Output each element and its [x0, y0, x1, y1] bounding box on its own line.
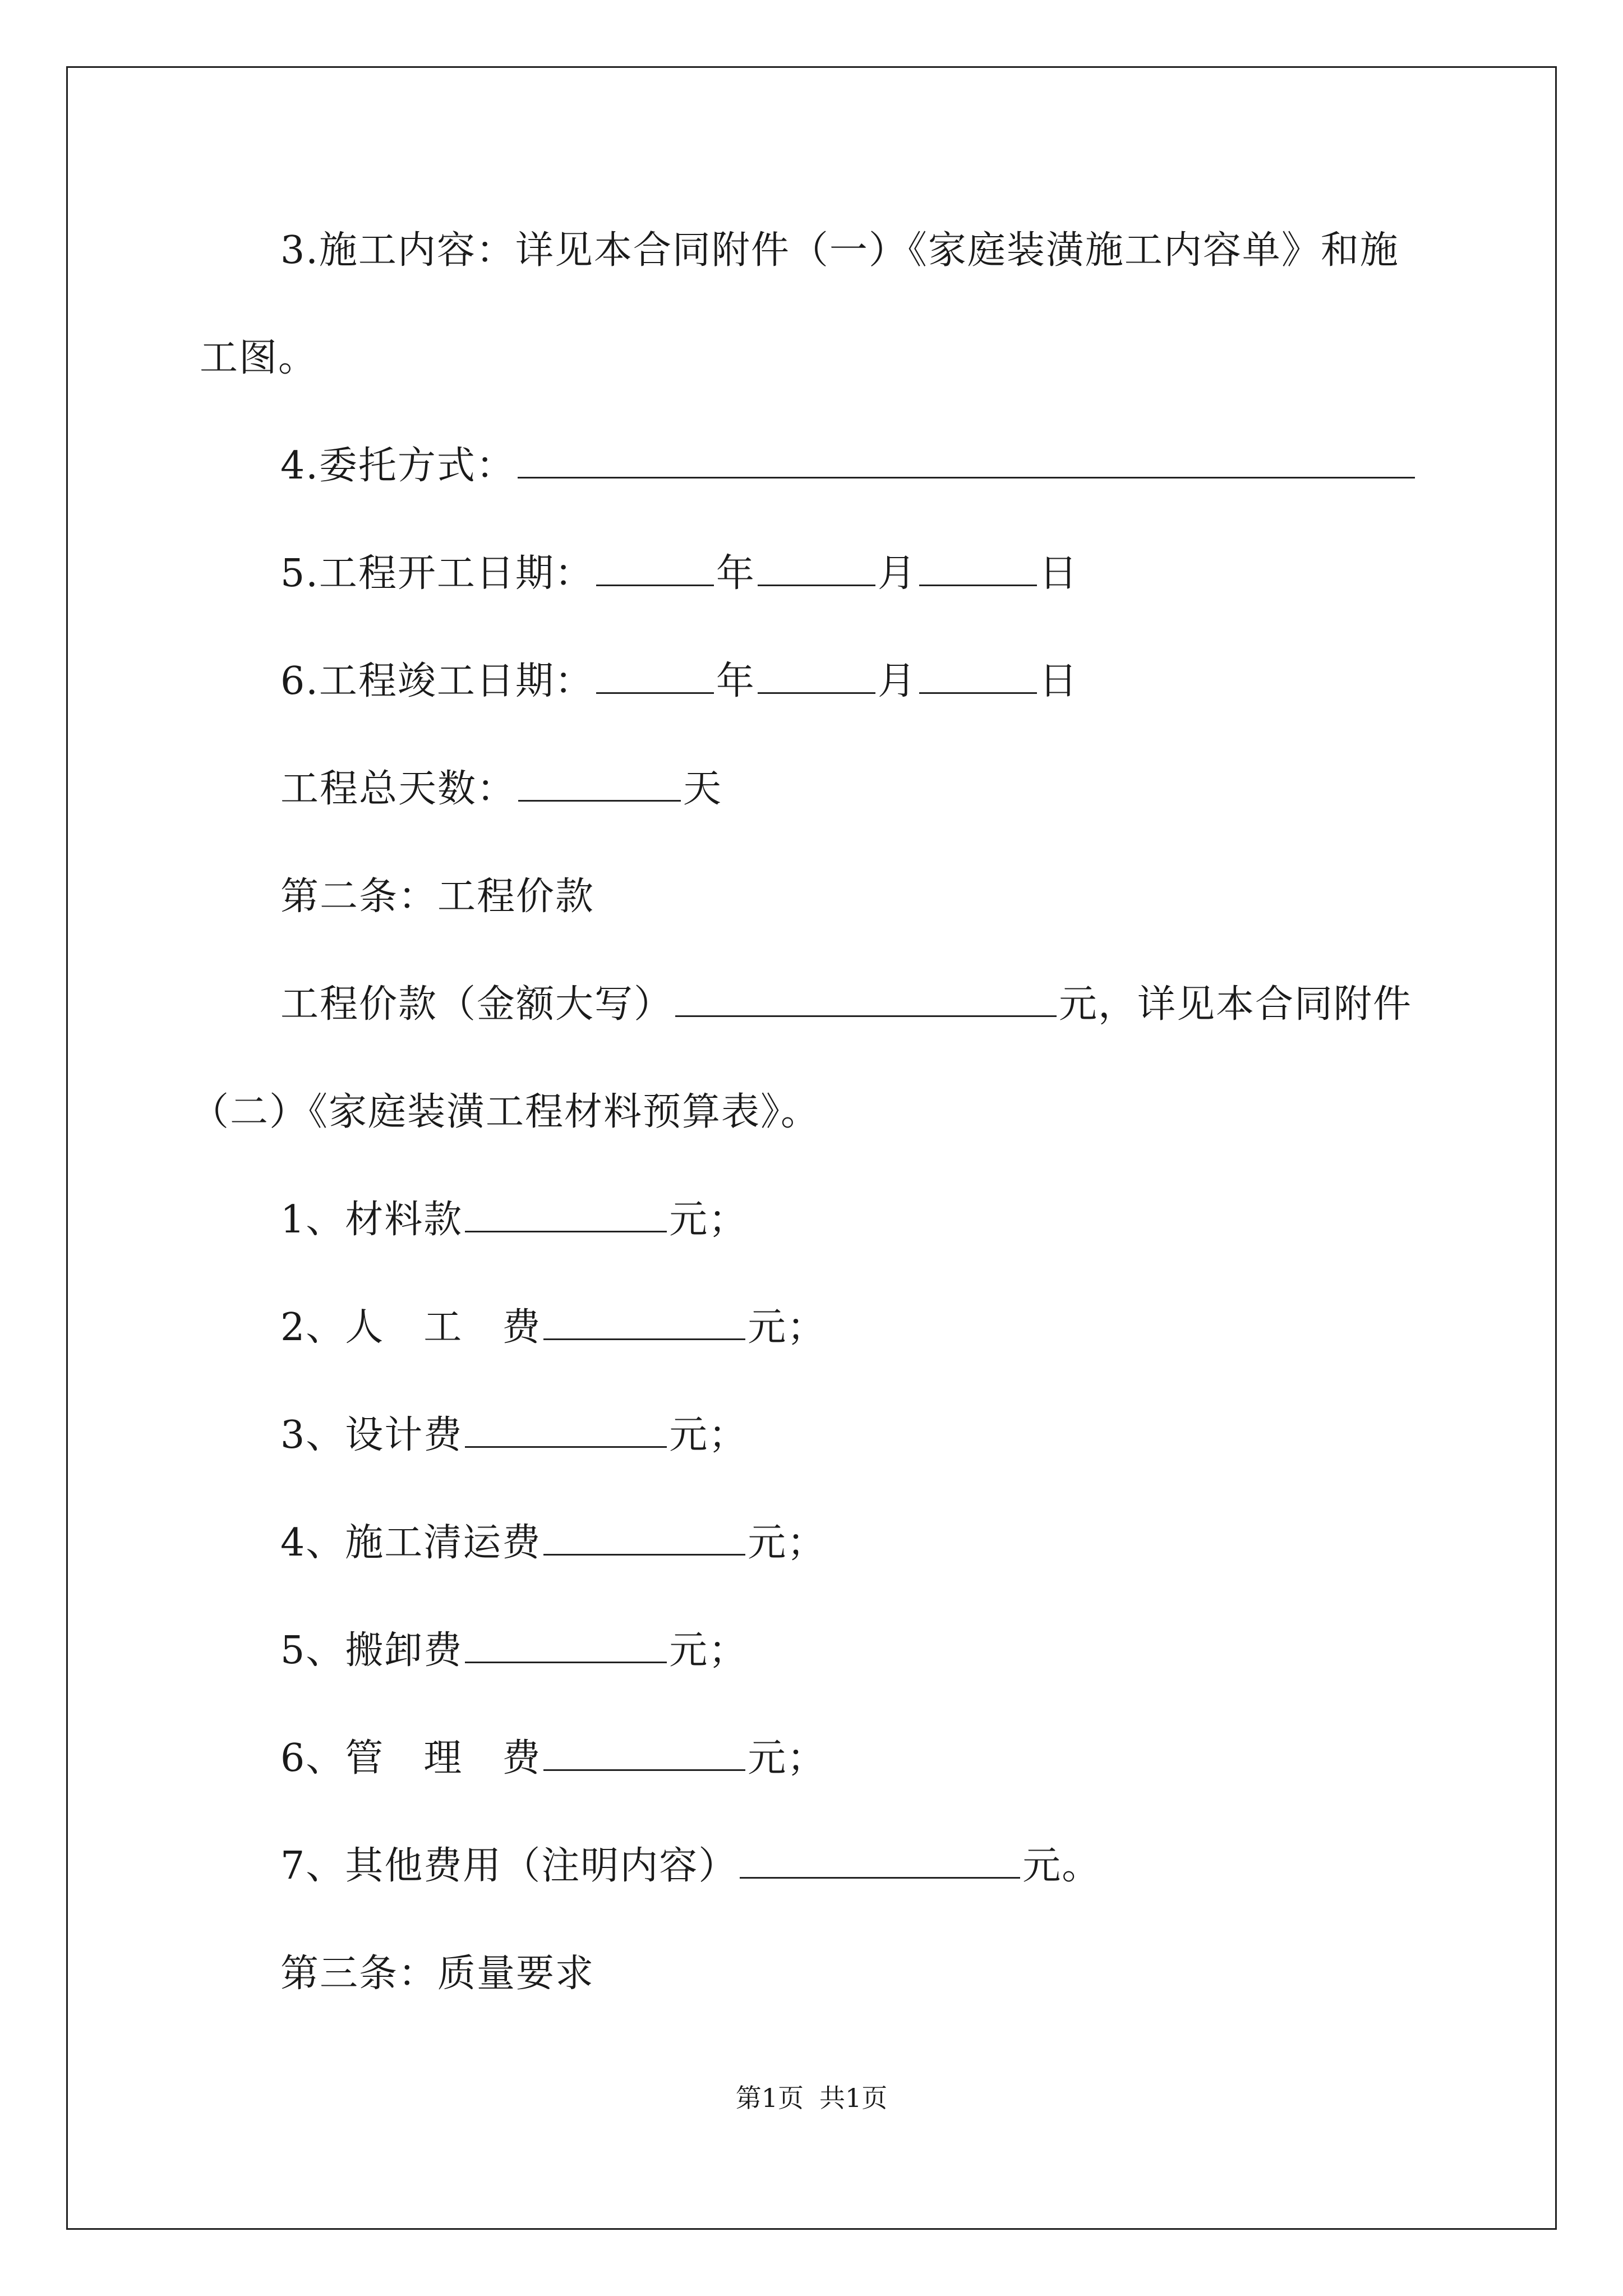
design-fee-blank[interactable] — [465, 1411, 667, 1448]
page-footer — [0, 2081, 1623, 2115]
start-year-blank[interactable] — [596, 550, 714, 586]
page-border — [66, 66, 1557, 2230]
material-fee-blank[interactable] — [465, 1196, 667, 1232]
page-total: 共1页 — [819, 2083, 888, 2113]
start-day-blank[interactable] — [919, 550, 1037, 586]
start-month-blank[interactable] — [758, 550, 875, 586]
fee-cleanup: 4、施工清运费 元； — [280, 1518, 826, 1568]
fee-handling: 5、搬卸费 元； — [280, 1626, 748, 1676]
labor-fee-blank[interactable] — [543, 1304, 745, 1340]
article-three-heading: 第三条：质量要求 — [280, 1952, 595, 1996]
handling-fee-blank[interactable] — [465, 1627, 667, 1663]
clause-end-date: 6.工程竣工日期： 年 月 日 — [280, 656, 1078, 707]
project-price-blank[interactable] — [675, 981, 1057, 1017]
other-fee-blank[interactable] — [740, 1842, 1020, 1879]
commission-method-blank[interactable] — [518, 442, 1415, 478]
fee-management: 6、管 理 费 元； — [280, 1733, 826, 1784]
total-days-blank[interactable] — [518, 765, 681, 802]
fee-material: 1、材料款 元； — [280, 1195, 748, 1245]
cleanup-fee-blank[interactable] — [543, 1519, 745, 1556]
article-two-heading: 第二条：工程价款 — [280, 875, 595, 919]
fee-design: 3、设计费 元； — [280, 1410, 748, 1461]
end-day-blank[interactable] — [919, 657, 1037, 694]
clause-construction-content: 3.施工内容：详见本合同附件（一）《家庭装潢施工内容单》和施 — [280, 228, 1399, 273]
clause-project-price: 工程价款（金额大写） 元，详见本合同附件 — [280, 979, 1412, 1030]
clause-total-days: 工程总天数： 天 — [280, 764, 722, 815]
management-fee-blank[interactable] — [543, 1734, 745, 1771]
clause-construction-content-cont: 工图。 — [200, 336, 318, 380]
fee-labor: 2、人 工 费 元； — [280, 1303, 826, 1353]
clause-project-price-cont: （二）《家庭装潢工程材料预算表》。 — [191, 1090, 820, 1134]
clause-start-date: 5.工程开工日期： 年 月 日 — [280, 549, 1078, 599]
page-number: 第1页 — [735, 2083, 804, 2113]
fee-other: 7、其他费用（注明内容） 元。 — [280, 1841, 1101, 1892]
end-month-blank[interactable] — [758, 657, 875, 694]
clause-commission-method: 4.委托方式： — [280, 441, 1417, 491]
end-year-blank[interactable] — [596, 657, 714, 694]
